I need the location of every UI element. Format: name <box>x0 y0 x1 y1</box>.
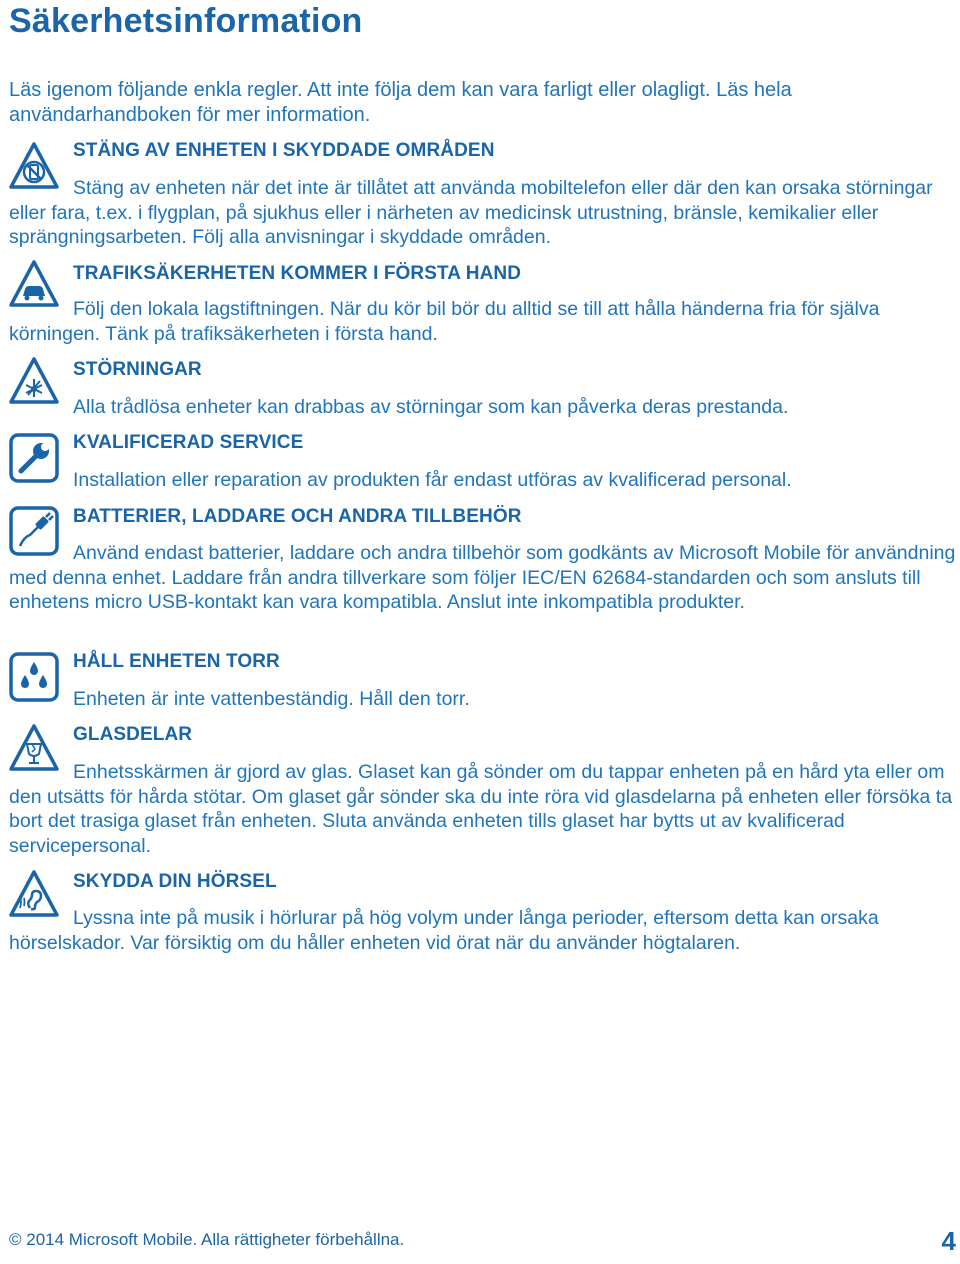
copyright-footer: © 2014 Microsoft Mobile. Alla rättigheter förbehållna. <box>9 1230 405 1249</box>
section-heading: STÖRNINGAR <box>73 359 202 380</box>
section-heading: STÄNG AV ENHETEN I SKYDDADE OMRÅDEN <box>73 140 495 161</box>
page-title: Säkerhetsinformation <box>9 2 363 40</box>
section-body: Lyssna inte på musik i hörlurar på hög volym under långa perioder, eftersom detta kan orsaka hörselskador. Var försiktig om du håller enheten vid örat när du använder högtalaren. <box>9 907 879 954</box>
section-heading: TRAFIKSÄKERHETEN KOMMER I FÖRSTA HAND <box>73 263 522 284</box>
section-body: Alla trådlösa enheter kan drabbas av störningar som kan påverka deras prestanda. <box>73 396 789 418</box>
section-body: Installation eller reparation av produkten får endast utföras av kvalificerad personal. <box>73 469 792 491</box>
section-heading: KVALIFICERAD SERVICE <box>73 432 304 453</box>
section-body: Stäng av enheten när det inte är tillåtet att använda mobiltelefon eller där den kan orsaka störningar eller fara, t.ex. i flygplan, på sjukhus eller i närheten av medicinsk utrustning, bränsle, kemikalier eller sprängningsarbeten. Följ alla anvisningar i skyddade områden. <box>9 177 933 248</box>
section-body: Enhetsskärmen är gjord av glas. Glaset kan gå sönder om du tappar enheten på en hård yta eller om den utsätts för hårda stötar. Om glaset går sönder ska du inte röra vid glasdelarna på enheten eller försöka ta bort det trasiga glaset från enheten. Sluta använda enheten tills glaset har bytts ut av kvalificerad servicepersonal. <box>9 761 953 857</box>
page-number: 4 <box>941 1226 956 1256</box>
section-heading: HÅLL ENHETEN TORR <box>73 651 280 672</box>
section-heading: GLASDELAR <box>73 724 193 745</box>
section-body: Följ den lokala lagstiftningen. När du kör bil bör du alltid se till att hålla händerna fria för själva körningen. Tänk på trafiksäkerheten i första hand. <box>9 298 880 345</box>
section-body: Använd endast batterier, laddare och andra tillbehör som godkänts av Microsoft Mobile för användning med denna enhet. Laddare från andra tillverkare som följer IEC/EN 62684-standarden och som ansluts till enhetens micro USB-kontakt kan vara kompatibla. Anslut inte inkompatibla produkter. <box>9 542 956 613</box>
intro-text: Läs igenom följande enkla regler. Att inte följa dem kan vara farligt eller olagligt. Läs hela användarhandboken för mer information. <box>9 79 792 126</box>
section-body: Enheten är inte vattenbeständig. Håll den torr. <box>73 688 470 710</box>
section-heading: SKYDDA DIN HÖRSEL <box>73 871 277 892</box>
section-heading: BATTERIER, LADDARE OCH ANDRA TILLBEHÖR <box>73 506 522 527</box>
